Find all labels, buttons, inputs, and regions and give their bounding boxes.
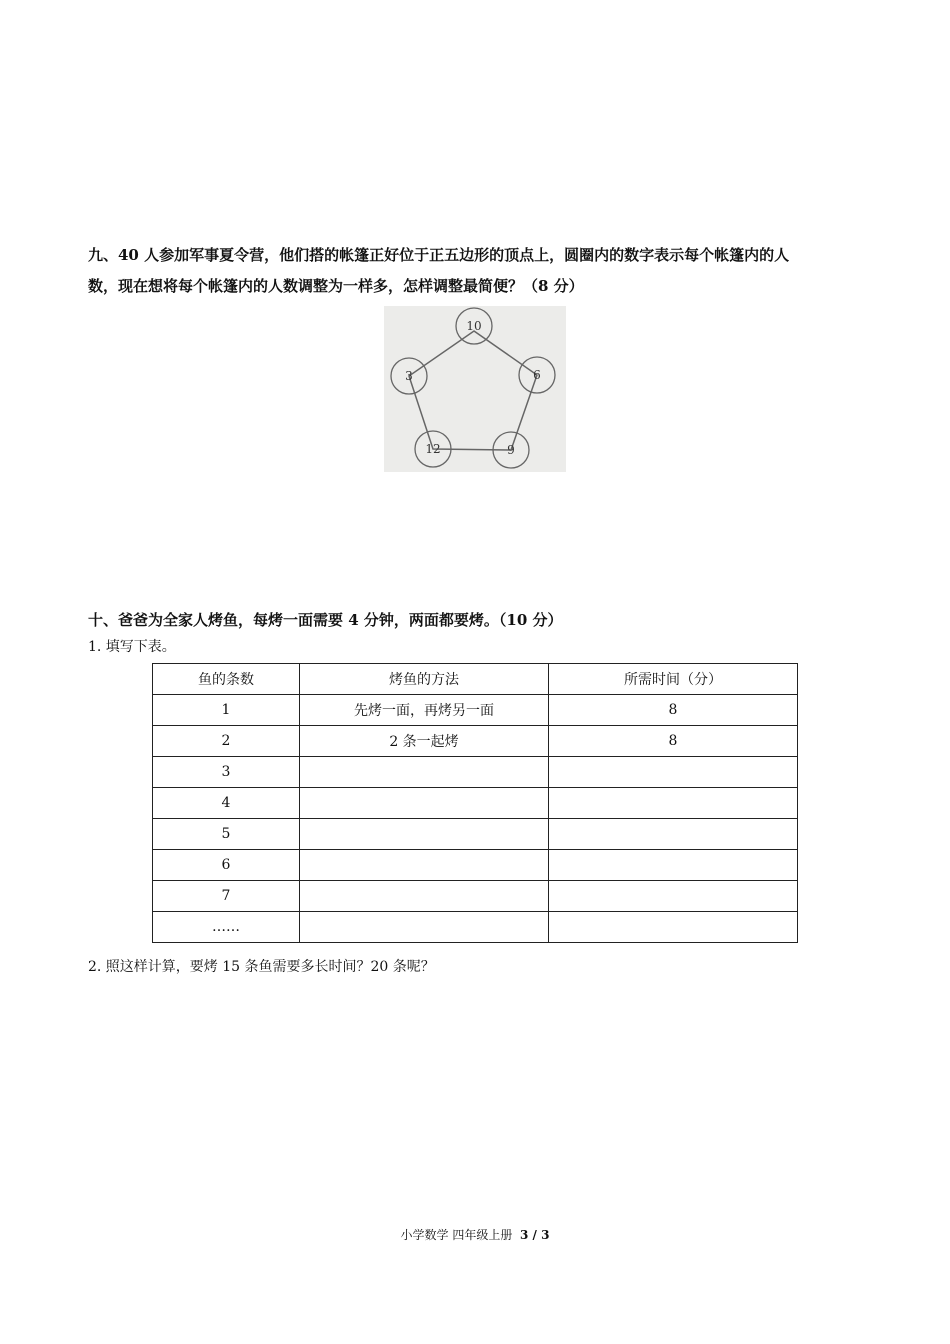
question-10-part-1: 1. 填写下表。 [88, 639, 176, 655]
fish-grilling-table [152, 663, 798, 943]
fish-count-cell: 7 [153, 881, 300, 912]
table-row [153, 819, 798, 850]
page-footer [0, 1226, 950, 1243]
footer-text: 小学数学 四年级上册 [400, 1228, 513, 1242]
fish-count-cell: 4 [153, 788, 300, 819]
table-header: 鱼的条数 [153, 664, 300, 695]
question-10-part-2: 2. 照这样计算，要烤 15 条鱼需要多长时间？20 条呢？ [88, 959, 435, 975]
method-cell [300, 912, 549, 943]
time-cell [549, 788, 798, 819]
time-cell: 8 [549, 695, 798, 726]
table-header: 烤鱼的方法 [300, 664, 549, 695]
table-row [153, 788, 798, 819]
table-header: 所需时间（分） [549, 664, 798, 695]
pentagon-tent-figure [384, 306, 566, 472]
time-cell [549, 850, 798, 881]
fish-count-cell: 1 [153, 695, 300, 726]
tent-count-label: 10 [466, 319, 482, 333]
question-9-line-1: 九、40 人参加军事夏令营，他们搭的帐篷正好位于正五边形的顶点上，圆圈内的数字表示每个帐篷内的人 [88, 246, 790, 264]
method-cell [300, 819, 549, 850]
table-header-row [153, 664, 798, 695]
question-10-title: 十、爸爸为全家人烤鱼，每烤一面需要 4 分钟，两面都要烤。（10 分） [88, 611, 563, 629]
tent-count-label: 12 [425, 442, 441, 456]
fish-count-cell: 6 [153, 850, 300, 881]
time-cell: 8 [549, 726, 798, 757]
method-cell: 先烤一面，再烤另一面 [300, 695, 549, 726]
method-cell: 2 条一起烤 [300, 726, 549, 757]
pentagon-diagram [384, 306, 566, 472]
method-cell [300, 788, 549, 819]
time-cell [549, 819, 798, 850]
fish-count-cell: …… [153, 912, 300, 943]
tent-count-label: 6 [533, 368, 541, 382]
table-row [153, 850, 798, 881]
fish-count-cell: 2 [153, 726, 300, 757]
table-row [153, 695, 798, 726]
question-9 [88, 240, 878, 302]
table-row [153, 726, 798, 757]
page-number: 3 / 3 [520, 1228, 550, 1242]
question-9-line-2: 数，现在想将每个帐篷内的人数调整为一样多，怎样调整最简便？（8 分） [88, 277, 584, 295]
fish-count-cell: 3 [153, 757, 300, 788]
time-cell [549, 912, 798, 943]
time-cell [549, 757, 798, 788]
method-cell [300, 850, 549, 881]
method-cell [300, 757, 549, 788]
fish-count-cell: 5 [153, 819, 300, 850]
table-row [153, 757, 798, 788]
table-row [153, 912, 798, 943]
tent-count-label: 3 [405, 369, 413, 383]
tent-count-label: 9 [507, 443, 515, 457]
method-cell [300, 881, 549, 912]
time-cell [549, 881, 798, 912]
table-row [153, 881, 798, 912]
